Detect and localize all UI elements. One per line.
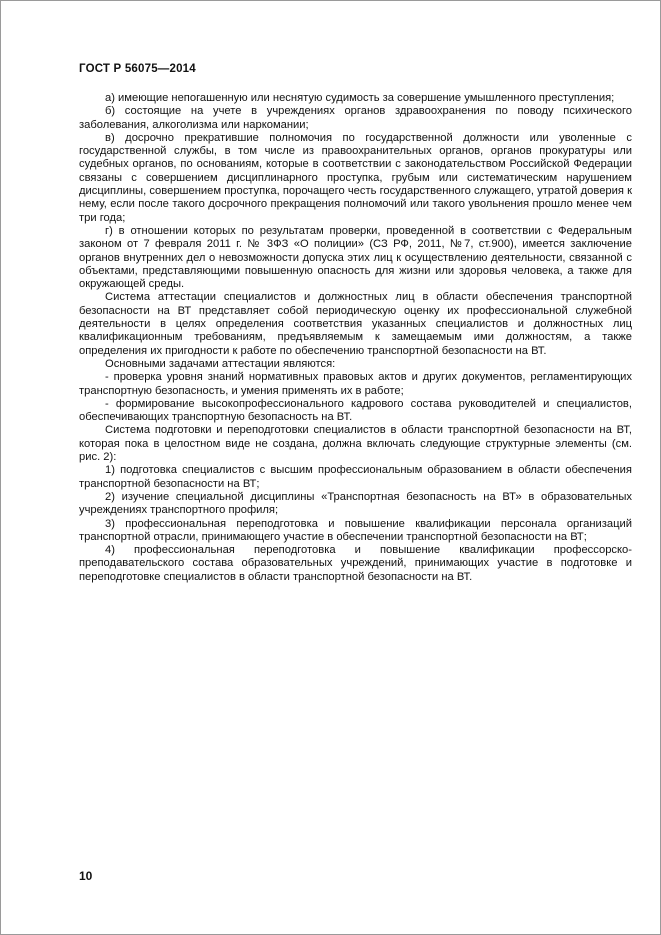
paragraph: Система подготовки и переподготовки специалистов в области транспортной безопасности на ВТ, которая пока в целостном виде не создана, должна включать следующие структурные элементы (см. рис. 2): (79, 424, 632, 464)
paragraph: Основными задачами аттестации являются: (105, 357, 336, 370)
paragraph: а) имеющие непогашенную или неснятую судимость за совершение умышленного преступления; (105, 92, 615, 104)
paragraph: б) состоящие на учете в учреждениях органов здравоохранения по поводу психического заболевания, алкоголизма или наркомании; (79, 105, 632, 131)
paragraph: 3) профессиональная переподготовка и повышение квалификации персонала организаций транспортной отрасли, принимающего участие в обеспечении транспортной безопасности на ВТ; (79, 517, 632, 543)
paragraph: - проверка уровня знаний нормативных правовых актов и других документов, регламентирующих транспортную безопасность, и умения применять их в работе; (79, 371, 632, 397)
document-body (79, 92, 632, 584)
page-number: 10 (79, 869, 93, 883)
paragraph: 2) изучение специальной дисциплины «Транспортная безопасность на ВТ» в образовательных учреждениях транспортного профиля; (79, 490, 632, 517)
paragraph: в) досрочно прекратившие полномочия по государственной должности или уволенные с государственной службы, в том числе из правоохранительных органов, органов прокуратуры или судебных органов, по основаниям, которые в соответствии с законодательством Российской Федерации связаны с совершением дисциплинарного проступка, грубым или систематическим нарушением дисциплины, совершением проступка, порочащего честь государственного служащего, утратой доверия к нему, если после такого досрочного прекращения полномочий или такого увольнения прошло менее чем три года; (79, 131, 632, 224)
paragraph: г) в отношении которых по результатам проверки, проведенной в соответствии с Федеральным законом от 7 февраля 2011 г. № 3ФЗ «О полиции» (СЗ РФ, 2011, №7, ст.900), имеется заключение органов внутренних дел о невозможности допуска этих лиц к осуществлению деятельности, связанной с объектами, представляющими повышенную опасность для жизни или здоровья человека, а также для окружающей среды. (79, 224, 632, 291)
paragraph: 4) профессиональная переподготовка и повышение квалификации профессорско-преподавательского состава образовательных учреждений, принимающих участие в подготовке и переподготовке специалистов в области транспортной безопасности на ВТ. (79, 544, 632, 583)
paragraph: 1) подготовка специалистов с высшим профессиональным образованием в области обеспечения транспортной безопасности на ВТ; (79, 464, 632, 490)
paragraph: Система аттестации специалистов и должностных лиц в области обеспечения транспортной безопасности на ВТ представляет собой периодическую оценку их профессиональной служебной деятельности в целях определения соответствия указанных специалистов и должностных лиц квалификационным требованиям, предъявляемым к замещаемым ими должностям, а также определения их пригодности к работе по обеспечению транспортной безопасности на ВТ. (79, 291, 632, 357)
paragraph: - формирование высокопрофессионального кадрового состава руководителей и специалистов, обеспечивающих транспортную безопасность на ВТ. (79, 397, 632, 424)
document-header: ГОСТ Р 56075—2014 (79, 63, 196, 75)
